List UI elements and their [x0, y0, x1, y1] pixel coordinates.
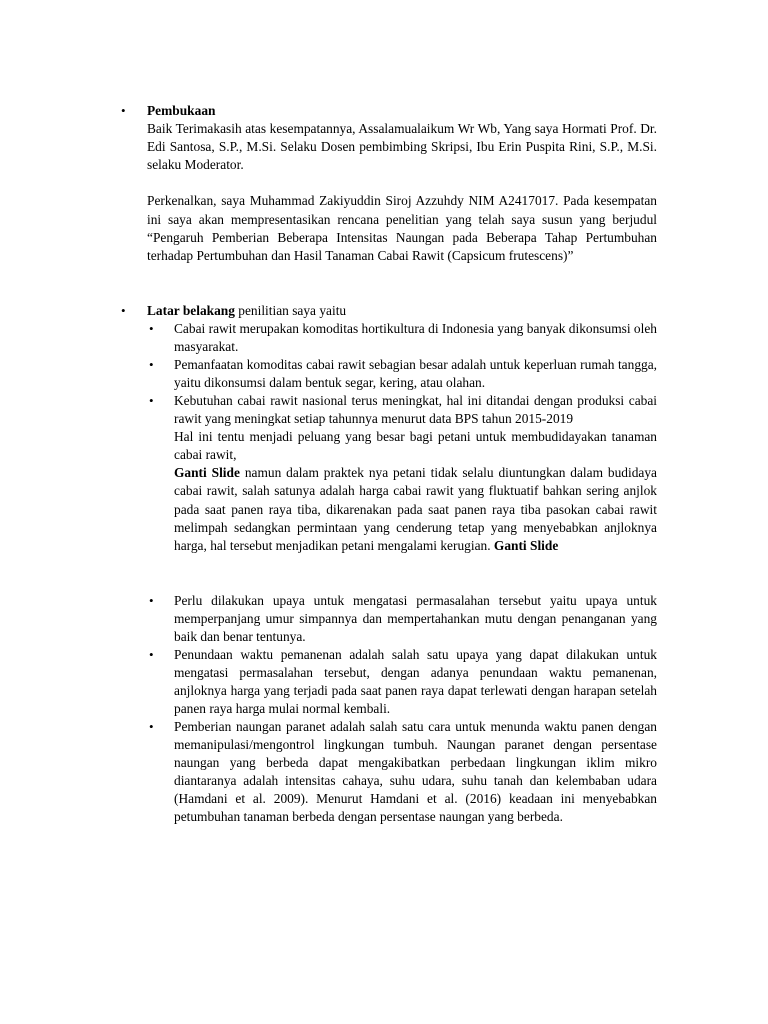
list-item — [174, 356, 657, 392]
list-item — [174, 718, 657, 827]
sub-bullet-icon: • — [149, 357, 154, 372]
sub-bullet-icon: • — [149, 393, 154, 408]
opening-paragraph-1: Baik Terimakasih atas kesempatannya, Assalamualaikum Wr Wb, Yang saya Hormati Prof. Dr. Edi Santosa, S.P., M.Si. Selaku Dosen pembimbing Skripsi, Ibu Erin Puspita Rini, S.P., M.Si. selaku Moderator. — [147, 121, 657, 173]
opening-paragraph-2: Perkenalkan, saya Muhammad Zakiyuddin Siroj Azzuhdy NIM A2417017. Pada kesempatan ini saya akan mempresentasikan rencana penelitian yang telah saya susun yang berjudul “Pengaruh Pemberian Beberapa Intensitas Naungan pada Beberapa Tahap Pertumbuhan terhadap Pertumbuhan dan Hasil Tanaman Cabai Rawit (Capsicum frutescens)” — [147, 193, 657, 263]
list-item — [174, 392, 657, 555]
sub-bullet-icon: • — [149, 719, 154, 734]
background-heading: Latar belakang — [147, 303, 235, 318]
bullet-icon: • — [121, 103, 126, 118]
list-item-text: Kebutuhan cabai rawit nasional terus meningkat, hal ini ditandai dengan produksi cabai rawit yang meningkat setiap tahunnya menurut data BPS tahun 2015-2019 — [174, 393, 657, 427]
continuation-line: Hal ini tentu menjadi peluang yang besar bagi petani untuk membudidayakan tanaman cabai rawit, — [174, 429, 657, 463]
list-item-text: Cabai rawit merupakan komoditas hortikultura di Indonesia yang banyak dikonsumsi oleh masyarakat. — [174, 321, 657, 355]
sub-bullet-icon: • — [149, 593, 154, 608]
sub-bullet-icon: • — [149, 647, 154, 662]
slide-marker: Ganti Slide — [174, 465, 240, 481]
background-heading-rest: penilitian saya yaitu — [234, 303, 347, 318]
opening-heading: Pembukaan — [147, 103, 216, 118]
slide-marker: Ganti Slide — [493, 537, 559, 553]
sub-bullet-icon: • — [149, 321, 154, 336]
list-item-text: Pemanfaatan komoditas cabai rawit sebagian besar adalah untuk keperluan rumah tangga, yaitu dikonsumsi dalam bentuk segar, kering, atau olahan. — [174, 357, 657, 391]
bullet-icon: • — [121, 303, 126, 318]
list-item-text: Perlu dilakukan upaya untuk mengatasi permasalahan tersebut yaitu upaya untuk memperpanjang umur simpannya dan mempertahankan mutu dengan penanganan yang baik dan benar tentunya. — [174, 593, 657, 645]
list-item-text: Penundaan waktu pemanenan adalah salah satu upaya yang dapat dilakukan untuk mengatasi permasalahan tersebut, dengan adanya penundaan waktu pemanenan, anjloknya harga yang terjadi pada saat panen raya dapat terlewati dengan harapan setelah panen raya harga mulai normal kembali. — [174, 647, 657, 717]
background-heading-line — [147, 302, 657, 320]
list-item — [174, 592, 657, 646]
list-item-text: Pemberian naungan paranet adalah salah satu cara untuk menunda waktu panen dengan memanipulasi/mengontrol lingkungan tumbuh. Naungan paranet dengan persentase naungan yang berbeda dapat mengakibatkan perbedaan lingkungan iklim mikro diantaranya adalah intensitas cahaya, suhu udara, suhu tanah dan kelembaban udara (Hamdani et al. 2009). Menurut Hamdani et al. (2016) keadaan ini menyebabkan petumbuhan tanaman berbeda dengan persentase naungan yang berbeda. — [174, 719, 657, 825]
continuation-text: namun dalam praktek nya petani tidak selalu diuntungkan dalam budidaya cabai rawit, salah satunya adalah harga cabai rawit yang fluktuatif bahkan sering anjlok pada saat panen raya tiba, dikarenakan pada saat panen raya tiba pasokan cabai rawit melimpah sedangkan permintaan yang cenderung tetap yang menyebabkan anjloknya harga, hal tersebut menjadikan petani mengalami kerugian. — [174, 465, 657, 553]
list-item — [174, 320, 657, 356]
opening-section — [147, 102, 657, 265]
list-item — [174, 646, 657, 718]
